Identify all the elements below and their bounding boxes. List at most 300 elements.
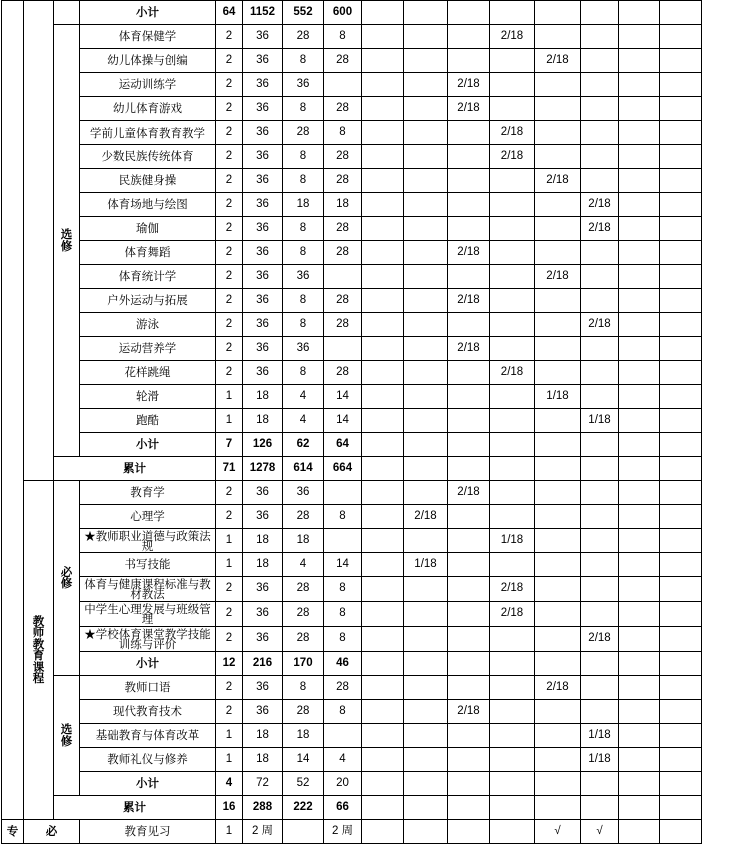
semester-5-cell: [535, 529, 581, 553]
semester-7-cell: [619, 25, 660, 49]
semester-7-cell: [619, 820, 660, 844]
theory-hours-cell: 28: [283, 627, 324, 652]
semester-6-cell: 2/18: [581, 193, 619, 217]
semester-3-cell: [448, 193, 490, 217]
table-row: [2, 652, 730, 676]
semester-8-cell: [660, 313, 702, 337]
course-name: 花样跳绳: [80, 361, 216, 385]
credits-cell: 2: [216, 121, 243, 145]
semester-5-cell: [535, 217, 581, 241]
semester-2-cell: [404, 724, 448, 748]
curriculum-table: [1, 0, 730, 844]
credits-cell: 1: [216, 529, 243, 553]
credits-cell: 1: [216, 409, 243, 433]
semester-4-cell: [490, 457, 535, 481]
credits-cell: 2: [216, 577, 243, 602]
semester-6-cell: [581, 457, 619, 481]
semester-6-cell: [581, 433, 619, 457]
semester-5-cell: [535, 577, 581, 602]
credits-cell: 2: [216, 676, 243, 700]
table-row: [2, 577, 730, 602]
semester-5-cell: [535, 73, 581, 97]
semester-5-cell: [535, 409, 581, 433]
semester-3-cell: 2/18: [448, 241, 490, 265]
semester-1-cell: [362, 529, 404, 553]
practice-hours-cell: 28: [324, 361, 362, 385]
semester-2-cell: [404, 169, 448, 193]
theory-hours-cell: 18: [283, 529, 324, 553]
semester-6-cell: [581, 602, 619, 627]
semester-6-cell: [581, 265, 619, 289]
semester-3-cell: [448, 553, 490, 577]
theory-hours-cell: 62: [283, 433, 324, 457]
semester-3-cell: [448, 577, 490, 602]
semester-2-cell: [404, 25, 448, 49]
semester-7-cell: [619, 553, 660, 577]
semester-6-cell: [581, 73, 619, 97]
semester-5-cell: [535, 289, 581, 313]
practice-hours-cell: [324, 724, 362, 748]
semester-2-cell: [404, 361, 448, 385]
semester-6-cell: 2/18: [581, 627, 619, 652]
semester-5-cell: [535, 602, 581, 627]
semester-1-cell: [362, 700, 404, 724]
total-hours-cell: 36: [243, 361, 283, 385]
semester-5-cell: [535, 145, 581, 169]
semester-8-cell: [660, 505, 702, 529]
semester-5-cell: [535, 121, 581, 145]
table-row: [2, 602, 730, 627]
practice-hours-cell: [324, 73, 362, 97]
total-hours-cell: 18: [243, 409, 283, 433]
course-name: ★学校体育课堂教学技能训练与评价: [80, 627, 216, 652]
semester-8-cell: [660, 748, 702, 772]
total-hours-cell: 36: [243, 700, 283, 724]
semester-8-cell: [660, 265, 702, 289]
theory-hours-cell: 8: [283, 313, 324, 337]
semester-1-cell: [362, 627, 404, 652]
table-row: [2, 241, 730, 265]
total-hours-cell: 36: [243, 97, 283, 121]
curriculum-table-sheet: [1, 0, 730, 844]
outer-category-cell: [2, 1, 24, 820]
semester-4-cell: 2/18: [490, 145, 535, 169]
required-short-label: 必: [24, 820, 80, 844]
semester-8-cell: [660, 121, 702, 145]
semester-5-cell: [535, 700, 581, 724]
semester-4-cell: [490, 289, 535, 313]
semester-6-cell: [581, 481, 619, 505]
table-row: [2, 313, 730, 337]
course-name: 体育统计学: [80, 265, 216, 289]
semester-1-cell: [362, 505, 404, 529]
semester-5-cell: [535, 505, 581, 529]
semester-8-cell: [660, 433, 702, 457]
total-hours-cell: 36: [243, 265, 283, 289]
table-row: [2, 724, 730, 748]
semester-7-cell: [619, 529, 660, 553]
semester-2-cell: [404, 145, 448, 169]
semester-4-cell: [490, 553, 535, 577]
subtotal-label: 小计: [80, 772, 216, 796]
semester-3-cell: [448, 433, 490, 457]
theory-hours-cell: 8: [283, 241, 324, 265]
semester-7-cell: [619, 796, 660, 820]
theory-hours-cell: [283, 820, 324, 844]
required-group-label: [54, 481, 80, 676]
theory-hours-cell: 4: [283, 385, 324, 409]
semester-2-cell: [404, 73, 448, 97]
semester-4-cell: [490, 313, 535, 337]
total-hours-cell: 36: [243, 481, 283, 505]
category-cell-top: [24, 1, 54, 481]
credits-cell: 2: [216, 337, 243, 361]
theory-hours-cell: 8: [283, 289, 324, 313]
semester-5-cell: [535, 361, 581, 385]
semester-3-cell: [448, 409, 490, 433]
teacher-education-label: 教师教育课程: [32, 613, 45, 685]
credits-cell: 4: [216, 772, 243, 796]
semester-7-cell: [619, 433, 660, 457]
table-row: [2, 457, 730, 481]
course-name: 运动营养学: [80, 337, 216, 361]
semester-1-cell: [362, 433, 404, 457]
semester-2-cell: [404, 121, 448, 145]
credits-cell: 1: [216, 820, 243, 844]
course-name: 体育舞蹈: [80, 241, 216, 265]
semester-4-cell: [490, 724, 535, 748]
semester-2-cell: [404, 772, 448, 796]
table-row: [2, 529, 730, 553]
semester-6-cell: [581, 289, 619, 313]
table-row: [2, 481, 730, 505]
semester-5-cell: [535, 241, 581, 265]
semester-5-cell: 2/18: [535, 676, 581, 700]
total-hours-cell: 18: [243, 553, 283, 577]
semester-4-cell: [490, 97, 535, 121]
semester-2-cell: [404, 577, 448, 602]
credits-cell: 2: [216, 217, 243, 241]
semester-5-cell: [535, 313, 581, 337]
total-hours-cell: 36: [243, 169, 283, 193]
semester-1-cell: [362, 772, 404, 796]
table-row: [2, 820, 730, 844]
semester-3-cell: 2/18: [448, 73, 490, 97]
theory-hours-cell: 28: [283, 505, 324, 529]
table-row: [2, 25, 730, 49]
semester-4-cell: [490, 820, 535, 844]
semester-5-cell: √: [535, 820, 581, 844]
semester-5-cell: [535, 796, 581, 820]
semester-1-cell: [362, 602, 404, 627]
credits-cell: 2: [216, 481, 243, 505]
table-row: [2, 700, 730, 724]
semester-2-cell: [404, 409, 448, 433]
table-row: [2, 505, 730, 529]
credits-cell: 2: [216, 361, 243, 385]
credits-cell: 2: [216, 700, 243, 724]
semester-1-cell: [362, 313, 404, 337]
semester-6-cell: [581, 529, 619, 553]
semester-1-cell: [362, 457, 404, 481]
semester-7-cell: [619, 313, 660, 337]
semester-5-cell: [535, 337, 581, 361]
course-name: 少数民族传统体育: [80, 145, 216, 169]
credits-cell: 2: [216, 169, 243, 193]
semester-6-cell: [581, 361, 619, 385]
semester-7-cell: [619, 265, 660, 289]
semester-5-cell: [535, 481, 581, 505]
total-hours-cell: 216: [243, 652, 283, 676]
practice-hours-cell: 46: [324, 652, 362, 676]
semester-8-cell: [660, 241, 702, 265]
table-row: [2, 676, 730, 700]
course-name: 基础教育与体育改革: [80, 724, 216, 748]
total-hours-cell: 1278: [243, 457, 283, 481]
practice-hours-cell: 28: [324, 289, 362, 313]
table-row: [2, 748, 730, 772]
total-hours-cell: 36: [243, 241, 283, 265]
course-name: 民族健身操: [80, 169, 216, 193]
semester-2-cell: [404, 627, 448, 652]
course-name: 幼儿体操与创编: [80, 49, 216, 73]
semester-7-cell: [619, 627, 660, 652]
semester-1-cell: [362, 121, 404, 145]
semester-8-cell: [660, 529, 702, 553]
semester-6-cell: √: [581, 820, 619, 844]
credits-cell: 2: [216, 145, 243, 169]
semester-1-cell: [362, 577, 404, 602]
table-row: [2, 409, 730, 433]
total-hours-cell: 36: [243, 25, 283, 49]
total-hours-cell: 36: [243, 577, 283, 602]
teacher-education-category: [24, 481, 54, 820]
semester-4-cell: [490, 337, 535, 361]
practice-hours-cell: 8: [324, 700, 362, 724]
semester-8-cell: [660, 627, 702, 652]
semester-4-cell: [490, 796, 535, 820]
semester-1-cell: [362, 724, 404, 748]
practice-hours-cell: 28: [324, 241, 362, 265]
semester-7-cell: [619, 361, 660, 385]
semester-4-cell: [490, 73, 535, 97]
course-name: 体育场地与绘图: [80, 193, 216, 217]
semester-5-cell: [535, 652, 581, 676]
semester-7-cell: [619, 748, 660, 772]
total-hours-cell: 36: [243, 505, 283, 529]
semester-6-cell: [581, 241, 619, 265]
semester-5-cell: [535, 25, 581, 49]
subtotal-label: 小计: [80, 1, 216, 25]
semester-6-cell: [581, 505, 619, 529]
semester-8-cell: [660, 796, 702, 820]
cumulative-label: 累计: [54, 796, 216, 820]
semester-2-cell: [404, 193, 448, 217]
semester-7-cell: [619, 676, 660, 700]
semester-2-cell: [404, 241, 448, 265]
semester-3-cell: [448, 820, 490, 844]
semester-7-cell: [619, 724, 660, 748]
credits-cell: 1: [216, 553, 243, 577]
semester-7-cell: [619, 577, 660, 602]
theory-hours-cell: 18: [283, 724, 324, 748]
semester-6-cell: [581, 121, 619, 145]
practice-hours-cell: 28: [324, 49, 362, 73]
semester-3-cell: [448, 25, 490, 49]
semester-5-cell: 1/18: [535, 385, 581, 409]
semester-7-cell: [619, 193, 660, 217]
theory-hours-cell: 222: [283, 796, 324, 820]
semester-2-cell: [404, 481, 448, 505]
semester-6-cell: [581, 676, 619, 700]
total-hours-cell: 288: [243, 796, 283, 820]
total-hours-cell: 36: [243, 49, 283, 73]
semester-1-cell: [362, 361, 404, 385]
credits-cell: 16: [216, 796, 243, 820]
theory-hours-cell: 36: [283, 265, 324, 289]
credits-cell: 2: [216, 602, 243, 627]
semester-8-cell: [660, 481, 702, 505]
total-hours-cell: 36: [243, 602, 283, 627]
credits-cell: 2: [216, 73, 243, 97]
practice-hours-cell: 28: [324, 217, 362, 241]
elective-group-label: [54, 676, 80, 796]
course-name: 跑酷: [80, 409, 216, 433]
theory-hours-cell: 28: [283, 700, 324, 724]
semester-5-cell: [535, 553, 581, 577]
course-name: 中学生心理发展与班级管理: [80, 602, 216, 627]
semester-2-cell: [404, 602, 448, 627]
semester-2-cell: [404, 676, 448, 700]
semester-3-cell: [448, 627, 490, 652]
semester-7-cell: [619, 481, 660, 505]
semester-2-cell: [404, 49, 448, 73]
semester-3-cell: [448, 529, 490, 553]
semester-1-cell: [362, 1, 404, 25]
semester-8-cell: [660, 337, 702, 361]
semester-2-cell: [404, 796, 448, 820]
cumulative-label: 累计: [54, 457, 216, 481]
semester-3-cell: [448, 265, 490, 289]
semester-8-cell: [660, 409, 702, 433]
semester-8-cell: [660, 772, 702, 796]
semester-3-cell: [448, 49, 490, 73]
practice-hours-cell: 8: [324, 577, 362, 602]
semester-8-cell: [660, 217, 702, 241]
semester-5-cell: [535, 193, 581, 217]
semester-6-cell: [581, 577, 619, 602]
semester-5-cell: [535, 433, 581, 457]
semester-7-cell: [619, 241, 660, 265]
semester-2-cell: [404, 337, 448, 361]
table-row: [2, 145, 730, 169]
total-hours-cell: 2 周: [243, 820, 283, 844]
semester-8-cell: [660, 385, 702, 409]
semester-8-cell: [660, 1, 702, 25]
semester-2-cell: 2/18: [404, 505, 448, 529]
practice-hours-cell: 14: [324, 553, 362, 577]
course-name: ★教师职业道德与政策法规: [80, 529, 216, 553]
credits-cell: 2: [216, 25, 243, 49]
semester-3-cell: 2/18: [448, 481, 490, 505]
semester-8-cell: [660, 553, 702, 577]
semester-3-cell: [448, 361, 490, 385]
table-row: [2, 796, 730, 820]
semester-7-cell: [619, 505, 660, 529]
semester-4-cell: [490, 772, 535, 796]
semester-3-cell: [448, 772, 490, 796]
semester-1-cell: [362, 217, 404, 241]
semester-6-cell: [581, 652, 619, 676]
practice-hours-cell: 8: [324, 121, 362, 145]
semester-6-cell: 1/18: [581, 409, 619, 433]
semester-8-cell: [660, 361, 702, 385]
total-hours-cell: 36: [243, 145, 283, 169]
semester-6-cell: [581, 796, 619, 820]
practice-hours-cell: 28: [324, 169, 362, 193]
credits-cell: 1: [216, 724, 243, 748]
course-name: 瑜伽: [80, 217, 216, 241]
semester-6-cell: [581, 1, 619, 25]
semester-4-cell: 2/18: [490, 121, 535, 145]
semester-4-cell: [490, 409, 535, 433]
credits-cell: 1: [216, 748, 243, 772]
semester-6-cell: [581, 337, 619, 361]
theory-hours-cell: 18: [283, 193, 324, 217]
semester-3-cell: 2/18: [448, 700, 490, 724]
semester-4-cell: [490, 748, 535, 772]
semester-8-cell: [660, 73, 702, 97]
semester-3-cell: 2/18: [448, 97, 490, 121]
semester-6-cell: [581, 145, 619, 169]
semester-4-cell: [490, 241, 535, 265]
practice-hours-cell: 2 周: [324, 820, 362, 844]
practice-hours-cell: [324, 337, 362, 361]
total-hours-cell: 18: [243, 724, 283, 748]
semester-2-cell: [404, 433, 448, 457]
theory-hours-cell: 36: [283, 481, 324, 505]
semester-4-cell: [490, 265, 535, 289]
semester-6-cell: [581, 553, 619, 577]
course-name: 幼儿体育游戏: [80, 97, 216, 121]
theory-hours-cell: 14: [283, 748, 324, 772]
theory-hours-cell: 28: [283, 25, 324, 49]
semester-1-cell: [362, 676, 404, 700]
credits-cell: 12: [216, 652, 243, 676]
semester-4-cell: [490, 193, 535, 217]
semester-4-cell: [490, 627, 535, 652]
semester-2-cell: [404, 289, 448, 313]
total-hours-cell: 36: [243, 337, 283, 361]
total-hours-cell: 72: [243, 772, 283, 796]
course-name: 教育学: [80, 481, 216, 505]
semester-1-cell: [362, 553, 404, 577]
credits-cell: 7: [216, 433, 243, 457]
practice-hours-cell: [324, 481, 362, 505]
table-row: [2, 217, 730, 241]
semester-1-cell: [362, 169, 404, 193]
theory-hours-cell: 8: [283, 97, 324, 121]
practice-hours-cell: 66: [324, 796, 362, 820]
semester-1-cell: [362, 49, 404, 73]
practice-hours-cell: 8: [324, 505, 362, 529]
semester-1-cell: [362, 796, 404, 820]
table-row: [2, 169, 730, 193]
total-hours-cell: 36: [243, 73, 283, 97]
credits-cell: 1: [216, 385, 243, 409]
semester-6-cell: 1/18: [581, 748, 619, 772]
semester-3-cell: [448, 1, 490, 25]
